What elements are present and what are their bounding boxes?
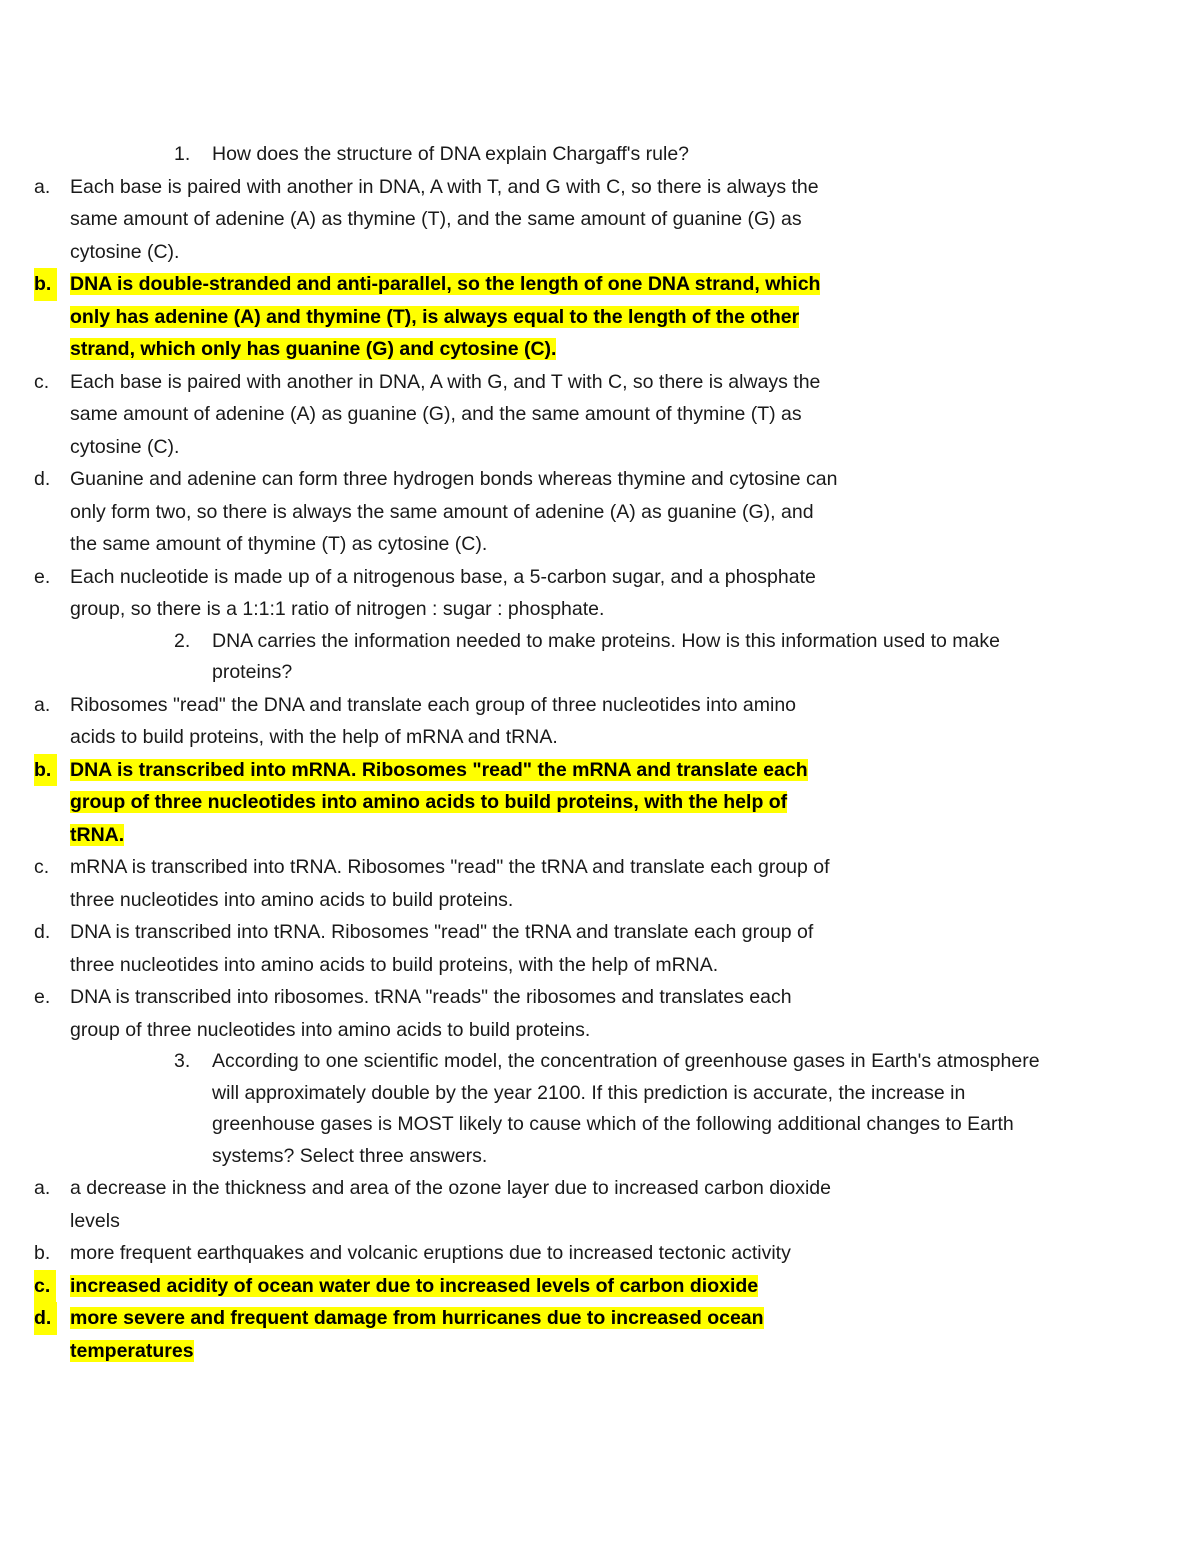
- option-text: more frequent earthquakes and volcanic eruptions due to increased tectonic activity: [70, 1242, 791, 1264]
- option-text: Each base is paired with another in DNA, A with T, and G with C, so there is always the same amount of adenine (A) as thymine (T), and the same amount of guanine (G) as cytosine (C).: [70, 175, 819, 263]
- question-text: According to one scientific model, the concentration of greenhouse gases in Earth's atmosphere will approximately double by the year 2100. If this prediction is accurate, the increase in greenhouse gases is MOST likely to cause which of the following additional changes to Earth systems? Select three answers.: [212, 1050, 1040, 1167]
- question-text: DNA carries the information needed to make proteins. How is this information used to make proteins?: [212, 629, 1000, 683]
- option-letter: e.: [34, 986, 51, 1008]
- question-number: 1.: [174, 143, 191, 165]
- option-letter: b.: [34, 1242, 51, 1264]
- question-3-options: [0, 1172, 1200, 1367]
- option-text: mRNA is transcribed into tRNA. Ribosomes "read" the tRNA and translate each group of three nucleotides into amino acids to build proteins.: [70, 856, 830, 911]
- top-margin: [0, 0, 1200, 139]
- option-letter: a.: [34, 175, 51, 198]
- option-1d: [34, 463, 845, 561]
- option-letter: d.: [34, 1302, 57, 1335]
- question-1: [174, 139, 1062, 171]
- option-letter: d.: [34, 921, 51, 943]
- option-text: Each nucleotide is made up of a nitrogenous base, a 5-carbon sugar, and a phosphate group, so there is a 1:1:1 ratio of nitrogen : sugar : phosphate.: [70, 565, 816, 620]
- option-2b-correct-answer: [34, 754, 845, 852]
- option-1c: [34, 366, 845, 464]
- option-2e: [34, 981, 845, 1046]
- option-2a: [34, 689, 845, 754]
- option-2d: [34, 916, 845, 981]
- option-text: increased acidity of ocean water due to increased levels of carbon dioxide: [70, 1274, 759, 1297]
- option-text: DNA is transcribed into tRNA. Ribosomes "read" the tRNA and translate each group of three nucleotides into amino acids to build proteins, with the help of mRNA.: [70, 921, 814, 976]
- option-3b: [34, 1237, 845, 1270]
- option-1e: [34, 561, 845, 626]
- option-letter: a.: [34, 693, 51, 716]
- option-text: a decrease in the thickness and area of the ozone layer due to increased carbon dioxide levels: [70, 1177, 831, 1232]
- question-number: 3.: [174, 1050, 191, 1072]
- question-2: [174, 626, 1062, 689]
- option-1a: [34, 171, 845, 269]
- option-text: DNA is transcribed into ribosomes. tRNA "reads" the ribosomes and translates each group of three nucleotides into amino acids to build proteins.: [70, 986, 792, 1041]
- option-text: Each base is paired with another in DNA, A with G, and T with C, so there is always the same amount of adenine (A) as guanine (G), and the same amount of thymine (T) as cytosine (C).: [70, 370, 821, 458]
- option-letter: c.: [34, 370, 50, 393]
- option-letter: c.: [34, 856, 50, 878]
- option-text: DNA is transcribed into mRNA. Ribosomes "read" the mRNA and translate each group of three nucleotides into amino acids to build proteins, with the help of tRNA.: [70, 758, 808, 846]
- option-letter: c.: [34, 1270, 56, 1303]
- option-letter: e.: [34, 565, 51, 588]
- option-text: DNA is double-stranded and anti-parallel, so the length of one DNA strand, which only has adenine (A) and thymine (T), is always equal to the length of the other strand, which only has guanine (G) and cytosine (C).: [70, 273, 821, 360]
- option-1b-correct-answer: [34, 268, 845, 366]
- question-3: [174, 1046, 1062, 1172]
- option-letter: a.: [34, 1177, 51, 1199]
- question-text: How does the structure of DNA explain Chargaff's rule?: [212, 143, 690, 165]
- question-1-options: [0, 171, 1200, 626]
- option-letter: b.: [34, 754, 57, 787]
- option-text: Ribosomes "read" the DNA and translate each group of three nucleotides into amino acids to build proteins, with the help of mRNA and tRNA.: [70, 693, 797, 748]
- option-3a: [34, 1172, 845, 1237]
- question-2-options: [0, 689, 1200, 1047]
- question-number: 2.: [174, 629, 191, 652]
- option-letter: b.: [34, 268, 57, 301]
- option-letter: d.: [34, 468, 51, 490]
- option-text: more severe and frequent damage from hurricanes due to increased ocean temperatures: [70, 1307, 764, 1362]
- option-text: Guanine and adenine can form three hydrogen bonds whereas thymine and cytosine can only form two, so there is always the same amount of adenine (A) as guanine (G), and the same amount of thymine (T) as cytosine (C).: [70, 468, 838, 555]
- option-3d-correct-answer: [34, 1302, 845, 1367]
- option-3c-correct-answer: [34, 1270, 845, 1303]
- option-2c: [34, 851, 845, 916]
